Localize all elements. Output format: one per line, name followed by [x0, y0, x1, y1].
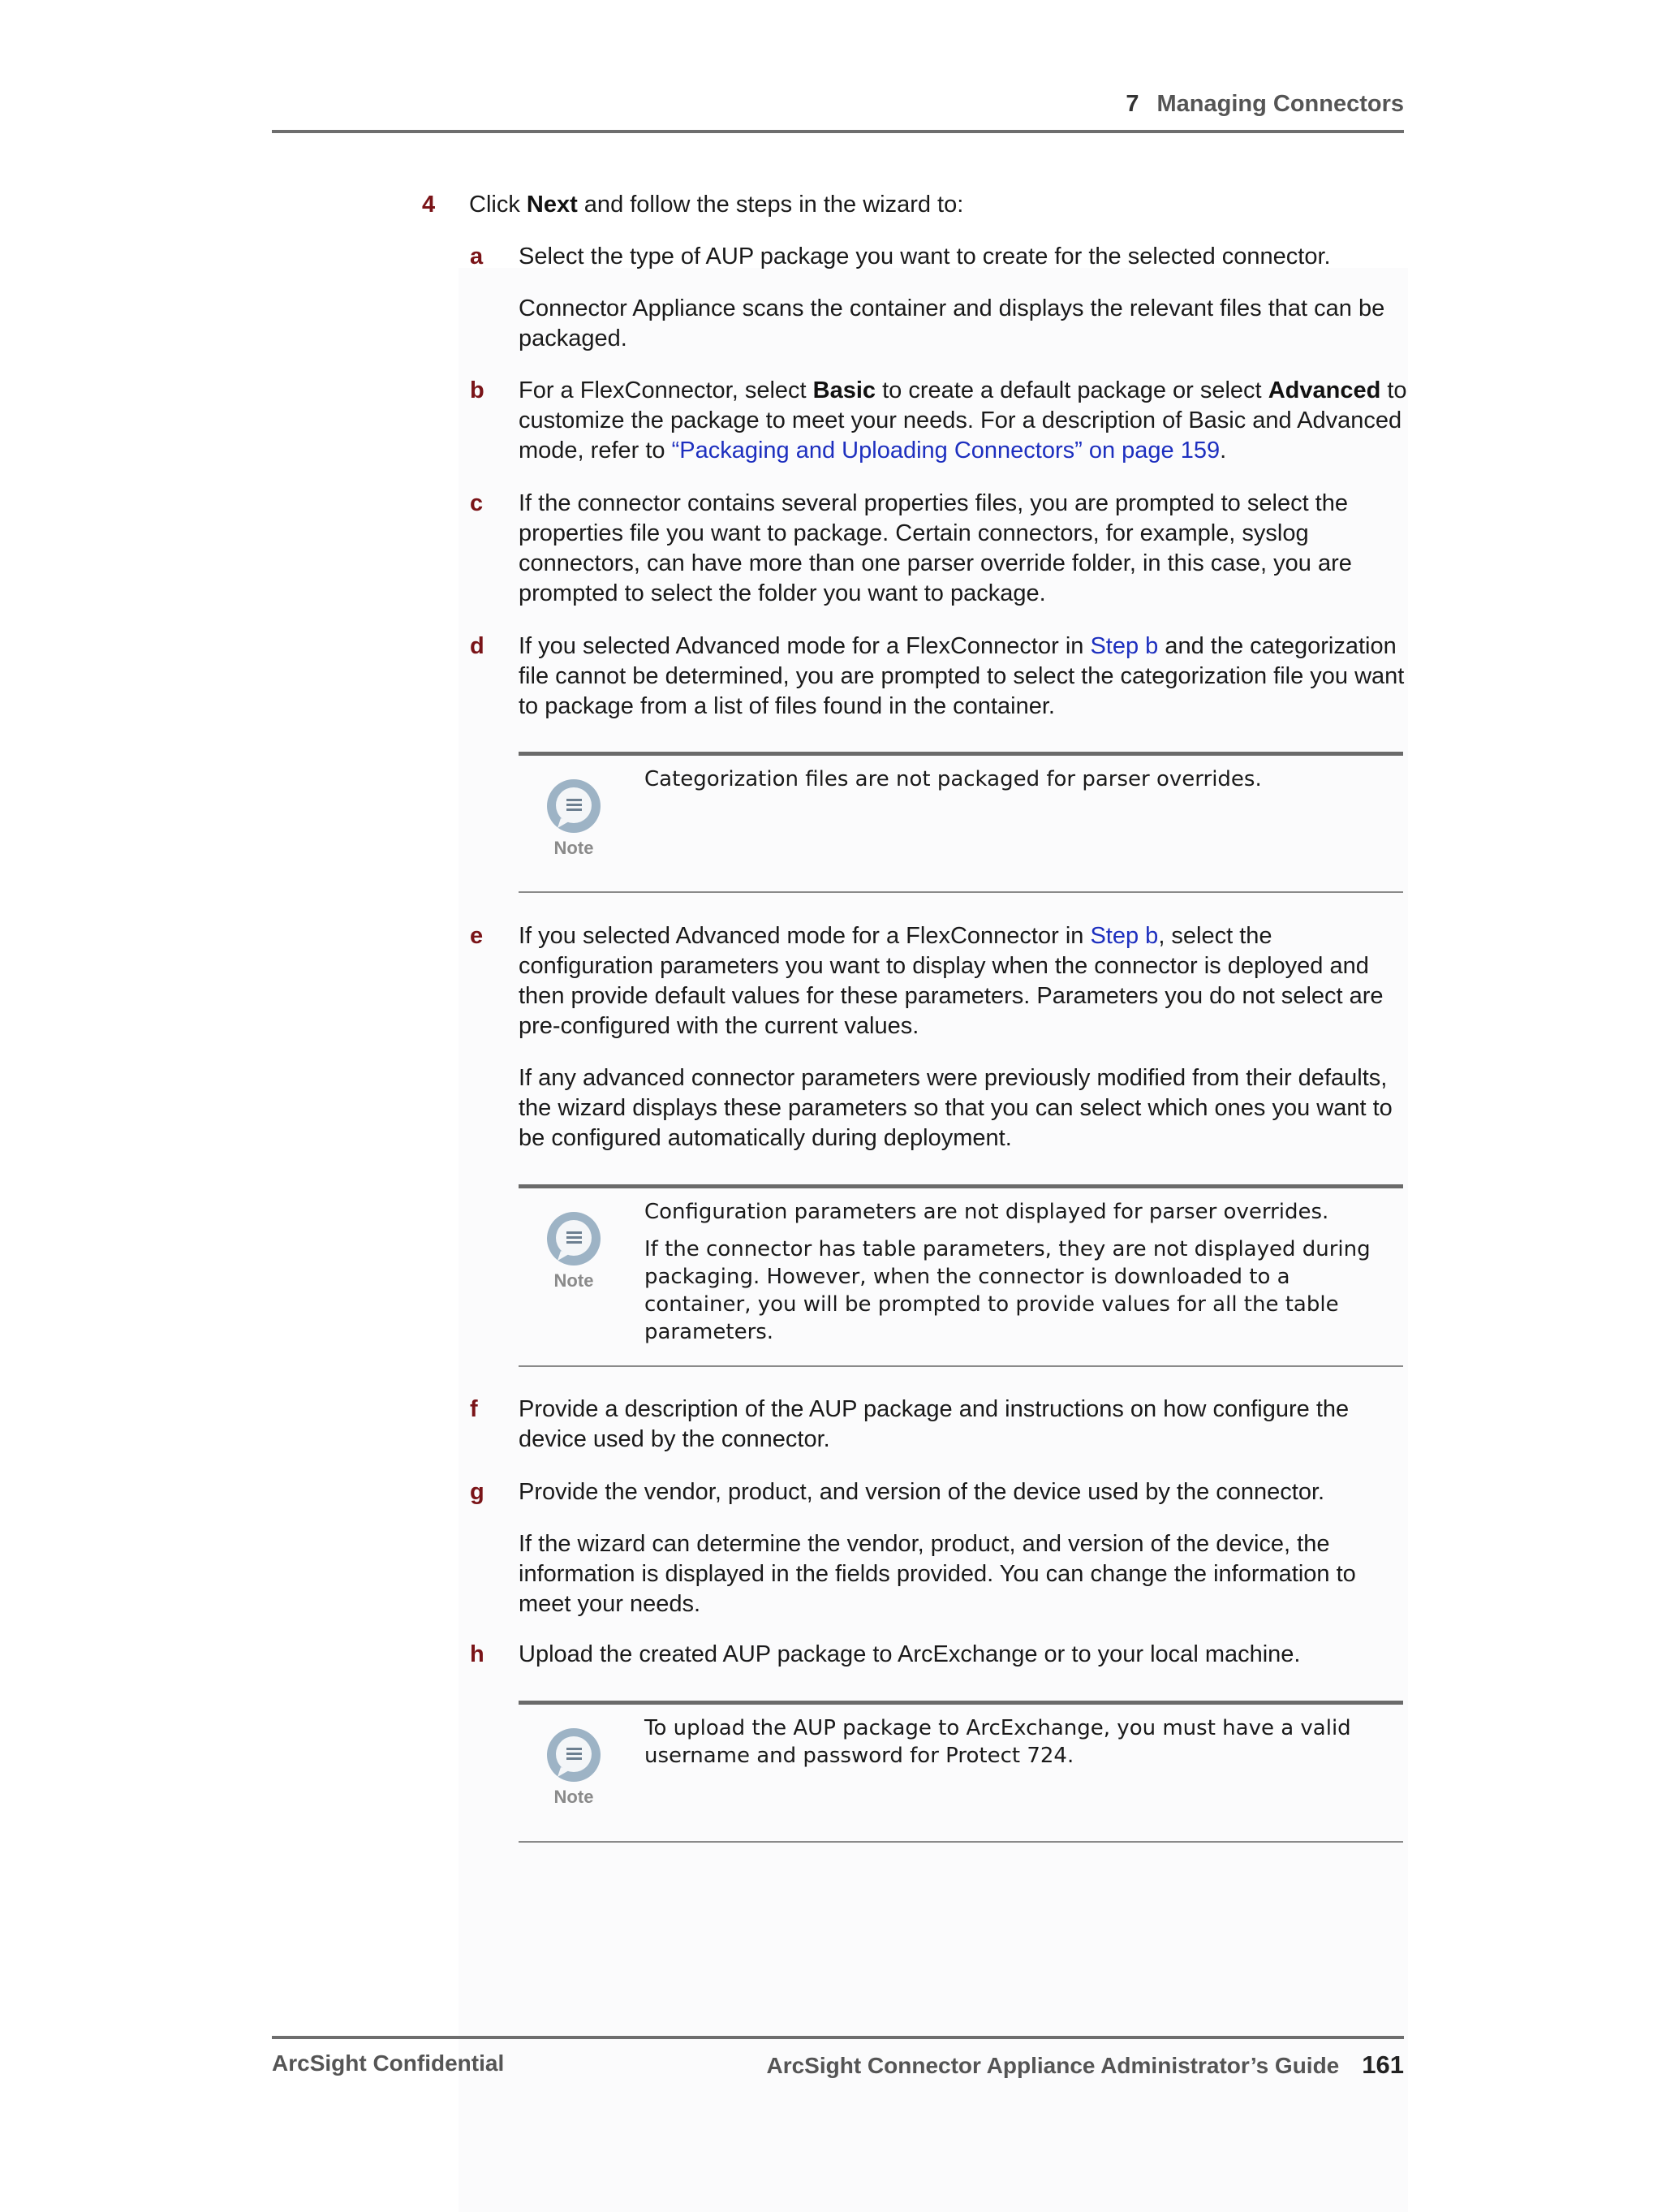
note-icon-label: Note — [553, 1787, 594, 1807]
note-3-text: To upload the AUP package to ArcExchange, you must have a valid username and password for Protect 724. — [644, 1716, 1351, 1768]
step-b-link[interactable]: Step b — [1090, 633, 1159, 659]
substep-b-text-2: to create a default package or select — [876, 377, 1268, 403]
note-2-text-2: If the connector has table parameters, they are not displayed during packaging. However, when the connector is downloaded to a container, you will be prompted to provide values for all the table parameters. — [644, 1237, 1371, 1344]
substep-label-e: e — [470, 923, 484, 949]
chapter-number: 7 — [1126, 91, 1139, 117]
chapter-title: Managing Connectors — [1156, 91, 1404, 117]
step-text-post: and follow the steps in the wizard to: — [577, 192, 964, 218]
substep-d-text-2: and the categorization file cannot be determined, you are prompted to select the categorization file you want to package from a list of files found in the container. — [519, 633, 1405, 719]
substep-label-f: f — [470, 1396, 478, 1422]
note-box — [519, 752, 1403, 893]
guide-title: ArcSight Connector Appliance Administrator’s Guide — [766, 2053, 1340, 2078]
note-1-text: Categorization files are not packaged for parser overrides. — [644, 767, 1262, 791]
substep-g — [519, 1477, 1407, 1641]
substep-g-detail: If the wizard can determine the vendor, product, and version of the device, the information is displayed in the fields provided. You can change the information to meet your needs. — [519, 1531, 1356, 1617]
note-text — [644, 1198, 1391, 1356]
substep-h — [519, 1640, 1407, 1692]
note-icon — [543, 776, 608, 861]
substep-b — [519, 376, 1407, 488]
substep-c-text: If the connector contains several properties files, you are prompted to select the properties file you want to package. Certain connectors, for example, syslog connectors, can have more than one parser override folder, in this case, you are prompted to select the folder you want to package. — [519, 490, 1352, 606]
substep-a — [519, 242, 1407, 376]
substep-label-c: c — [470, 490, 484, 516]
note-2-text-1: Configuration parameters are not displayed for parser overrides. — [644, 1200, 1329, 1224]
step-b-link[interactable]: Step b — [1090, 923, 1159, 949]
cross-reference-link[interactable]: “Packaging and Uploading Connectors” on page 159 — [671, 438, 1221, 464]
substep-e-text-2: , select the configuration parameters you want to display when the connector is deployed and then provide default values for these parameters. Parameters you do not select are pre-configured with the current values. — [519, 923, 1384, 1039]
substep-f — [519, 1395, 1407, 1477]
step-number: 4 — [422, 192, 436, 218]
note-icon-label: Note — [553, 1270, 594, 1291]
page-header — [272, 91, 1404, 133]
note-text — [644, 765, 1391, 803]
page-footer — [272, 2036, 1404, 2088]
substep-label-d: d — [470, 633, 484, 659]
substep-h-text: Upload the created AUP package to ArcExchange or to your local machine. — [519, 1641, 1301, 1667]
note-box — [519, 1184, 1403, 1367]
substep-b-text-3: to customize the package to meet your needs. For a description of Basic and Advanced mode, refer to — [519, 377, 1407, 464]
note-box — [519, 1701, 1403, 1843]
substep-d-text-1: If you selected Advanced mode for a FlexConnector in — [519, 633, 1091, 659]
substep-a-detail: Connector Appliance scans the container and displays the relevant files that can be packaged. — [519, 295, 1385, 351]
substep-label-g: g — [470, 1479, 484, 1505]
page-number: 161 — [1362, 2050, 1404, 2079]
substep-d — [519, 632, 1407, 744]
running-head — [1126, 91, 1404, 118]
substep-e — [519, 921, 1407, 1175]
note-icon — [543, 1209, 608, 1294]
substep-b-text-1: For a FlexConnector, select — [519, 377, 813, 403]
next-button-ref: Next — [526, 192, 578, 218]
confidential-label: ArcSight Confidential — [272, 2050, 505, 2076]
substep-label-h: h — [470, 1641, 484, 1667]
substep-label-a: a — [470, 244, 484, 269]
note-icon-label: Note — [553, 838, 594, 858]
substep-e-detail: If any advanced connector parameters were previously modified from their defaults, the wizard displays these parameters so that you can select which ones you want to be configured automatically during deployment. — [519, 1065, 1393, 1151]
substep-c — [519, 489, 1407, 631]
substep-b-text-4: . — [1220, 438, 1227, 464]
step-text — [469, 190, 1406, 220]
step-text-pre: Click — [469, 192, 527, 218]
substep-e-text-1: If you selected Advanced mode for a FlexConnector in — [519, 923, 1091, 949]
advanced-option-ref: Advanced — [1268, 377, 1381, 403]
substep-f-text: Provide a description of the AUP package and instructions on how configure the device used by the connector. — [519, 1396, 1350, 1452]
note-text — [644, 1714, 1391, 1779]
substep-a-text: Select the type of AUP package you want to create for the selected connector. — [519, 244, 1331, 269]
basic-option-ref: Basic — [812, 377, 876, 403]
substep-label-b: b — [470, 377, 484, 403]
footer-right — [766, 2050, 1404, 2080]
note-icon — [543, 1725, 608, 1810]
substep-g-text: Provide the vendor, product, and version of the device used by the connector. — [519, 1479, 1325, 1505]
